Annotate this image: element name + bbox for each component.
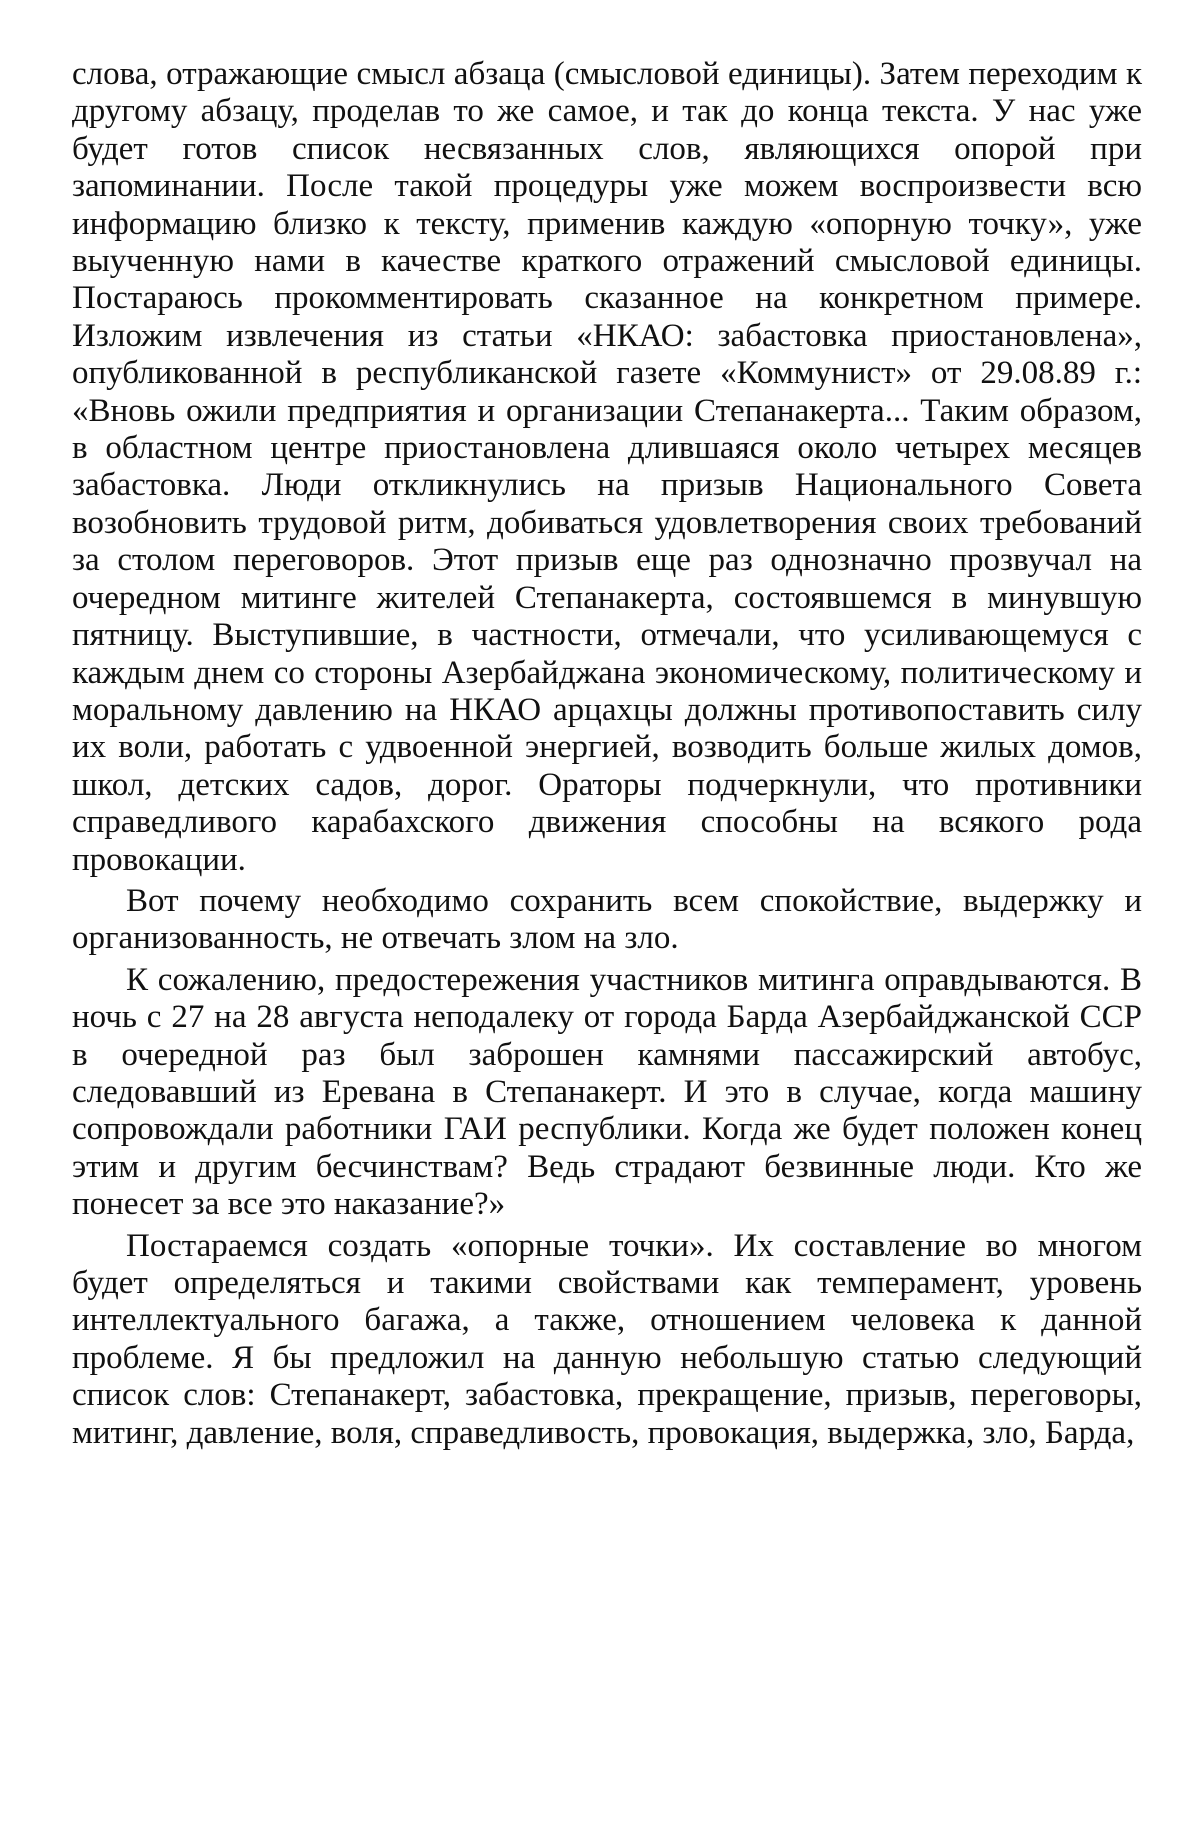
paragraph-4: Постараемся создать «опорные точки». Их составление во многом будет определяться и такими свойствами как темперамент, уровень интеллектуального багажа, а также, отношением человека к данной проблеме. Я бы предложил на данную небольшую статью следующий список слов: Степанакерт, забастовка, прекращение, призыв, переговоры, митинг, давление, воля, справедливость, провокация, выдержка, зло, Барда, <box>72 1227 1142 1451</box>
paragraph-2: Вот почему необходимо сохранить всем спокойствие, выдержку и организованность, не отвечать злом на зло. <box>72 882 1142 957</box>
paragraph-1: слова, отражающие смысл абзаца (смысловой единицы). Затем переходим к другому абзацу, проделав то же самое, и так до конца текста. У нас уже будет готов список несвязанных слов, являющихся опорой при запоминании. После такой процедуры уже можем воспроизвести всю информацию близко к тексту, применив каждую «опорную точку», уже выученную нами в качестве краткого отражений смысловой единицы. Постараюсь прокомментировать сказанное на конкретном примере. Изложим извлечения из статьи «НКАО: забастовка приостановлена», опубликованной в республиканской газете «Коммунист» от 29.08.89 г.: «Вновь ожили предприятия и организации Степанакерта... Таким образом, в областном центре приостановлена длившаяся около четырех месяцев забастовка. Люди откликнулись на призыв Национального Совета возобновить трудовой ритм, добиваться удовлетворения своих требований за столом переговоров. Этот призыв еще раз однозначно прозвучал на очередном митинге жителей Степанакерта, состоявшемся в минувшую пятницу. Выступившие, в частности, отмечали, что усиливающемуся с каждым днем со стороны Азербайджана экономическому, политическому и моральному давлению на НКАО арцахцы должны противопоставить силу их воли, работать с удвоенной энергией, возводить больше жилых домов, школ, детских садов, дорог. Ораторы подчеркнули, что противники справедливого карабахского движения способны на всякого рода провокации. <box>72 56 1142 878</box>
paragraph-3: К сожалению, предостережения участников митинга оправдываются. В ночь с 27 на 28 августа неподалеку от города Барда Азербайджанской ССР в очередной раз был заброшен камнями пассажирский автобус, следовавший из Еревана в Степанакерт. И это в случае, когда машину сопровождали работники ГАИ республики. Когда же будет положен конец этим и другим бесчинствам? Ведь страдают безвинные люди. Кто же понесет за все это наказание?» <box>72 961 1142 1223</box>
